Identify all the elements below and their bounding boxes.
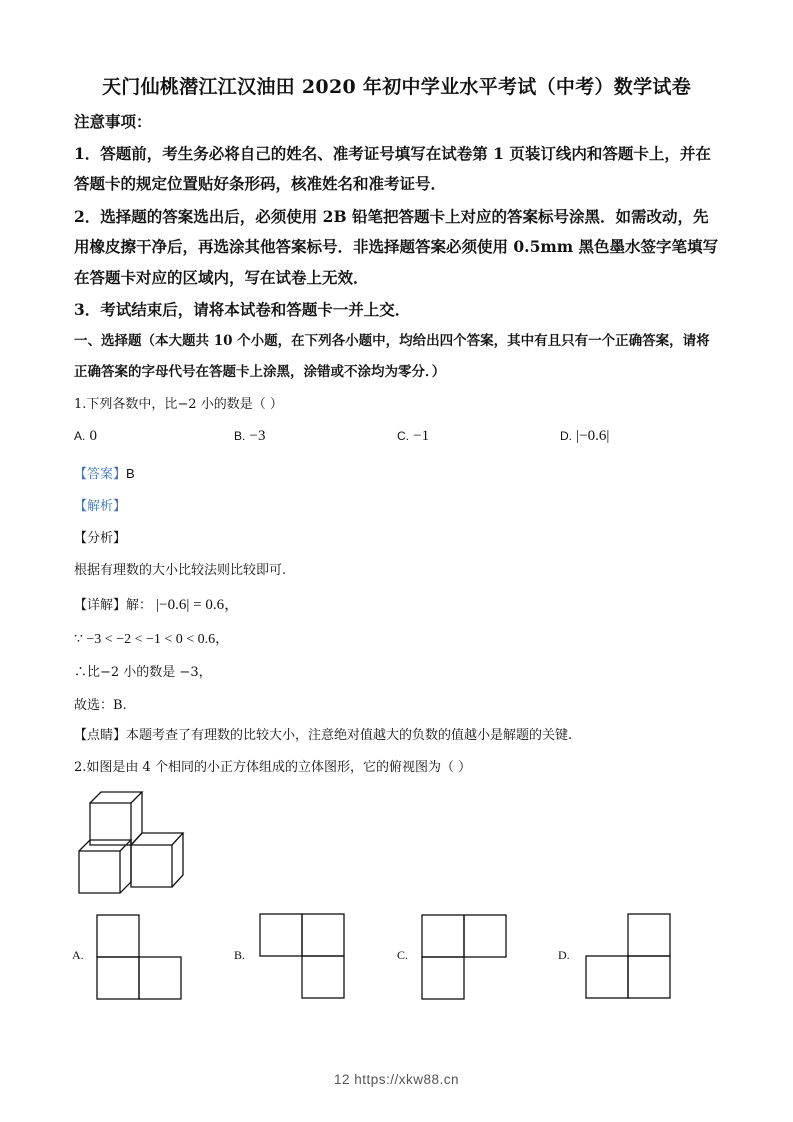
note-2-line-2: 用橡皮擦干净后，再选涂其他答案标号．非选择题答案必须使用 0.5mm 黑色墨水签字笔填写	[74, 237, 719, 256]
note-1-line-1: 1．答题前，考生务必将自己的姓名、准考证号填写在试卷第 1 页装订线内和答题卡上，并在	[74, 144, 711, 163]
cube-solid-figure	[74, 785, 194, 897]
note-2-line-3: 在答题卡对应的区域内，写在试卷上无效．	[74, 268, 369, 287]
q2-option-c-figure	[421, 913, 509, 1001]
q1-option-c	[397, 428, 429, 445]
option-label: A.	[74, 429, 86, 443]
q2-option-a-label: A.	[72, 948, 84, 962]
option-label: D.	[560, 429, 572, 443]
detail-prefix: 【详解】解：	[74, 598, 153, 613]
q1-option-d	[560, 428, 609, 445]
q1-because: ∵ −3 < −2 < −1 < 0 < 0.6，	[74, 632, 230, 647]
q1-therefore: ∴比−2 小的数是 −3，	[74, 665, 212, 680]
option-value: −1	[413, 428, 430, 444]
page-footer: 12 https://xkw88.cn	[333, 1072, 460, 1087]
notes-heading: 注意事项：	[74, 112, 152, 131]
q2-option-a-figure	[96, 914, 184, 1000]
q1-analysis-tag: 【解析】	[74, 499, 127, 514]
section-1-line-1: 一、选择题（本大题共 10 个小题，在下列各小题中，均给出四个答案，其中有且只有一个正确答案，请将	[74, 333, 710, 349]
section-1-line-2: 正确答案的字母代号在答题卡上涂黑，涂错或不涂均为零分．）	[74, 364, 446, 380]
option-label: B.	[234, 429, 246, 443]
q2-option-d-figure	[585, 912, 673, 1000]
q2-option-d-label: D.	[558, 948, 570, 962]
question-1-stem: 1.下列各数中，比−2 小的数是（ ）	[74, 397, 283, 412]
option-value: −3	[249, 428, 266, 444]
q1-fenxi-text: 根据有理数的大小比较法则比较即可.	[74, 563, 287, 578]
q1-option-b	[234, 428, 265, 445]
q1-comment: 【点睛】本题考查了有理数的比较大小，注意绝对值越大的负数的值越小是解题的关键.	[74, 728, 573, 743]
answer-value: B	[126, 466, 135, 481]
option-value: 0	[89, 428, 97, 444]
q2-option-b-figure	[259, 912, 347, 1000]
q1-fenxi-tag: 【分析】	[74, 531, 127, 546]
q1-answer	[74, 463, 135, 482]
q1-option-a	[74, 428, 97, 445]
detail-math: |−0.6| = 0.6，	[156, 597, 240, 613]
note-1-line-2: 答题卡的规定位置贴好条形码，核准姓名和准考证号．	[74, 174, 447, 193]
option-label: C.	[397, 429, 409, 443]
option-value: |−0.6|	[576, 428, 610, 444]
q2-option-b-label: B.	[234, 948, 246, 962]
q1-detail	[74, 593, 239, 614]
note-3: 3．考试结束后，请将本试卷和答题卡一并上交．	[74, 300, 411, 319]
answer-tag: 【答案】	[74, 467, 127, 482]
question-2-stem: 2.如图是由 4 个相同的小正方体组成的立体图形，它的俯视图为（ ）	[74, 760, 472, 775]
note-2-line-1: 2．选择题的答案选出后，必须使用 2B 铅笔把答题卡上对应的答案标号涂黑．如需改动，先	[74, 207, 709, 226]
q1-choose: 故选：B.	[74, 698, 127, 713]
q2-option-c-label: C.	[397, 948, 409, 962]
exam-title: 天门仙桃潜江江汉油田 2020 年初中学业水平考试（中考）数学试卷	[101, 76, 691, 98]
